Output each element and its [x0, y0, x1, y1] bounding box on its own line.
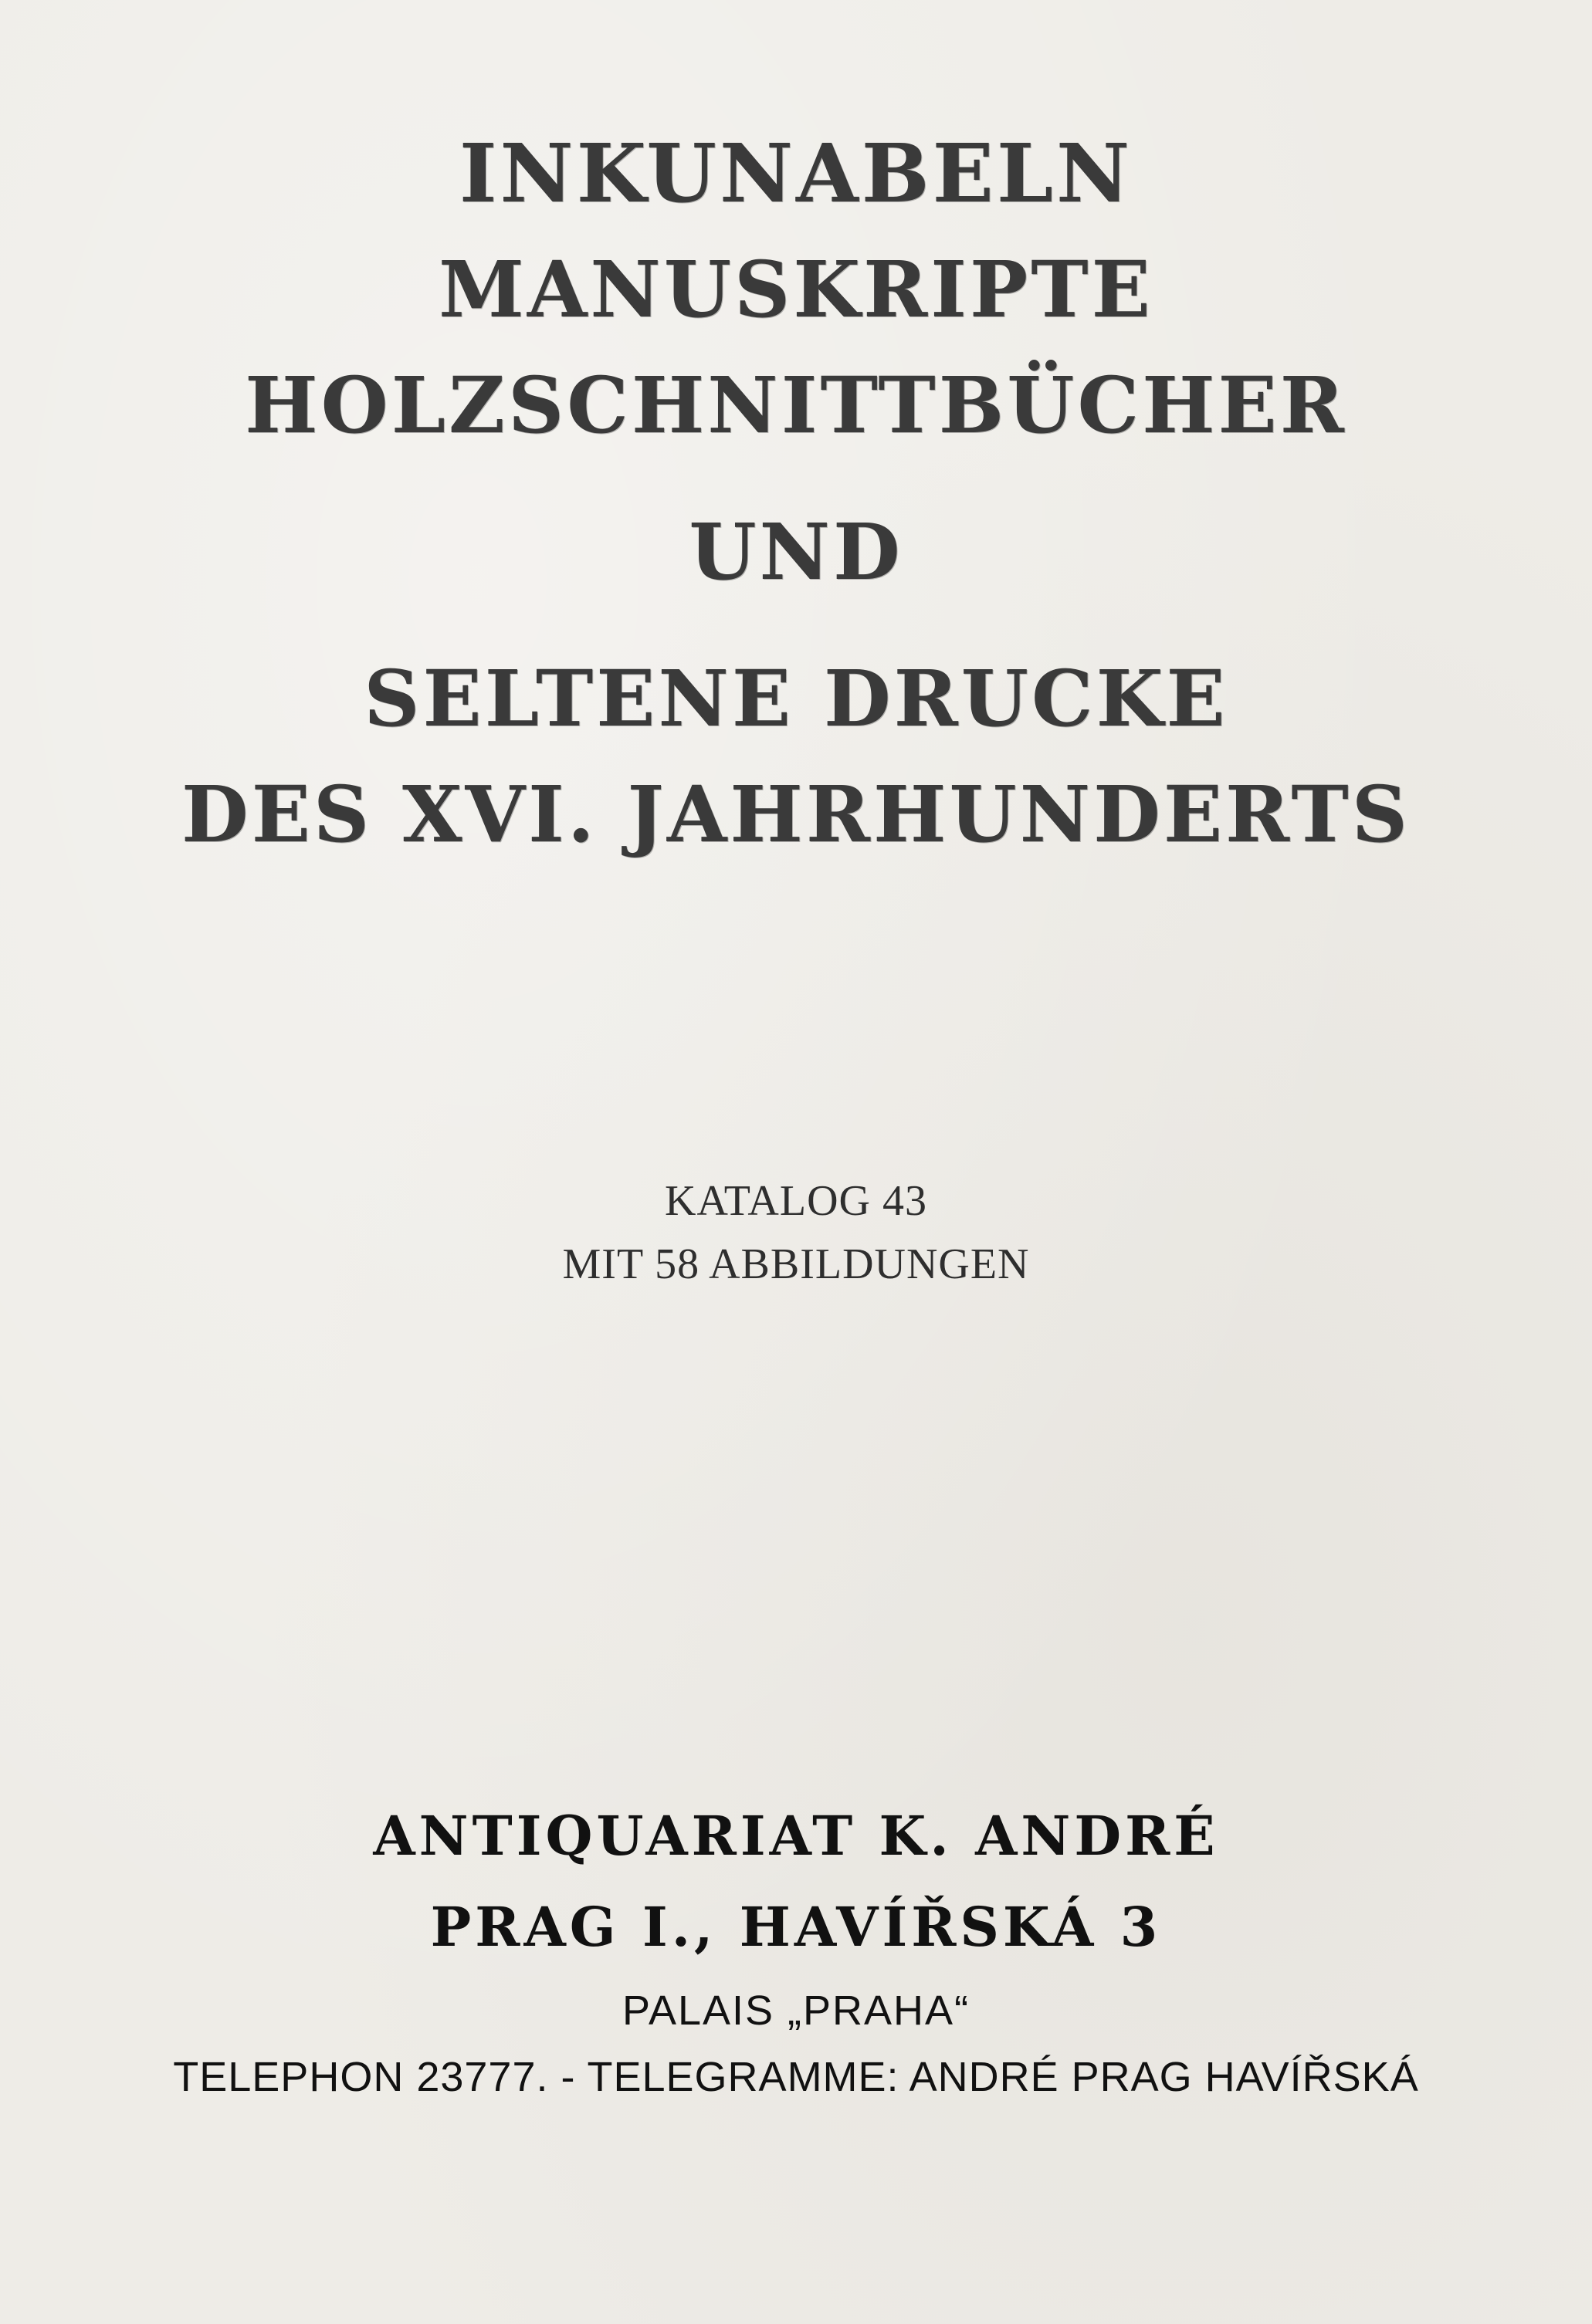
title-line-jahrhunderts: DES XVI. JAHRHUNDERTS	[181, 769, 1411, 860]
title-line-manuskripte: MANUSKRIPTE	[439, 244, 1153, 335]
publisher-building: PALAIS „PRAHA“	[622, 1987, 970, 2034]
publisher-address: PRAG I., HAVÍŘSKÁ 3	[430, 1895, 1162, 1959]
title-line-und: UND	[689, 506, 903, 597]
publisher-contact: TELEPHON 23777. - TELEGRAMME: ANDRÉ PRAG HAVÍŘSKÁ	[173, 2054, 1419, 2100]
title-line-holzschnittbuecher: HOLZSCHNITTBÜCHER	[245, 360, 1347, 451]
publisher-block	[0, 1791, 1592, 2110]
publisher-name: ANTIQUARIAT K. ANDRÉ	[373, 1804, 1219, 1868]
catalog-info	[0, 1169, 1592, 1296]
catalog-illustrations: MIT 58 ABBILDUNGEN	[562, 1240, 1030, 1288]
catalog-number: KATALOG 43	[665, 1177, 927, 1225]
title-line-seltene-drucke: SELTENE DRUCKE	[364, 653, 1228, 744]
title-line-inkunabeln: INKUNABELN	[459, 126, 1133, 221]
title-block	[0, 116, 1592, 872]
